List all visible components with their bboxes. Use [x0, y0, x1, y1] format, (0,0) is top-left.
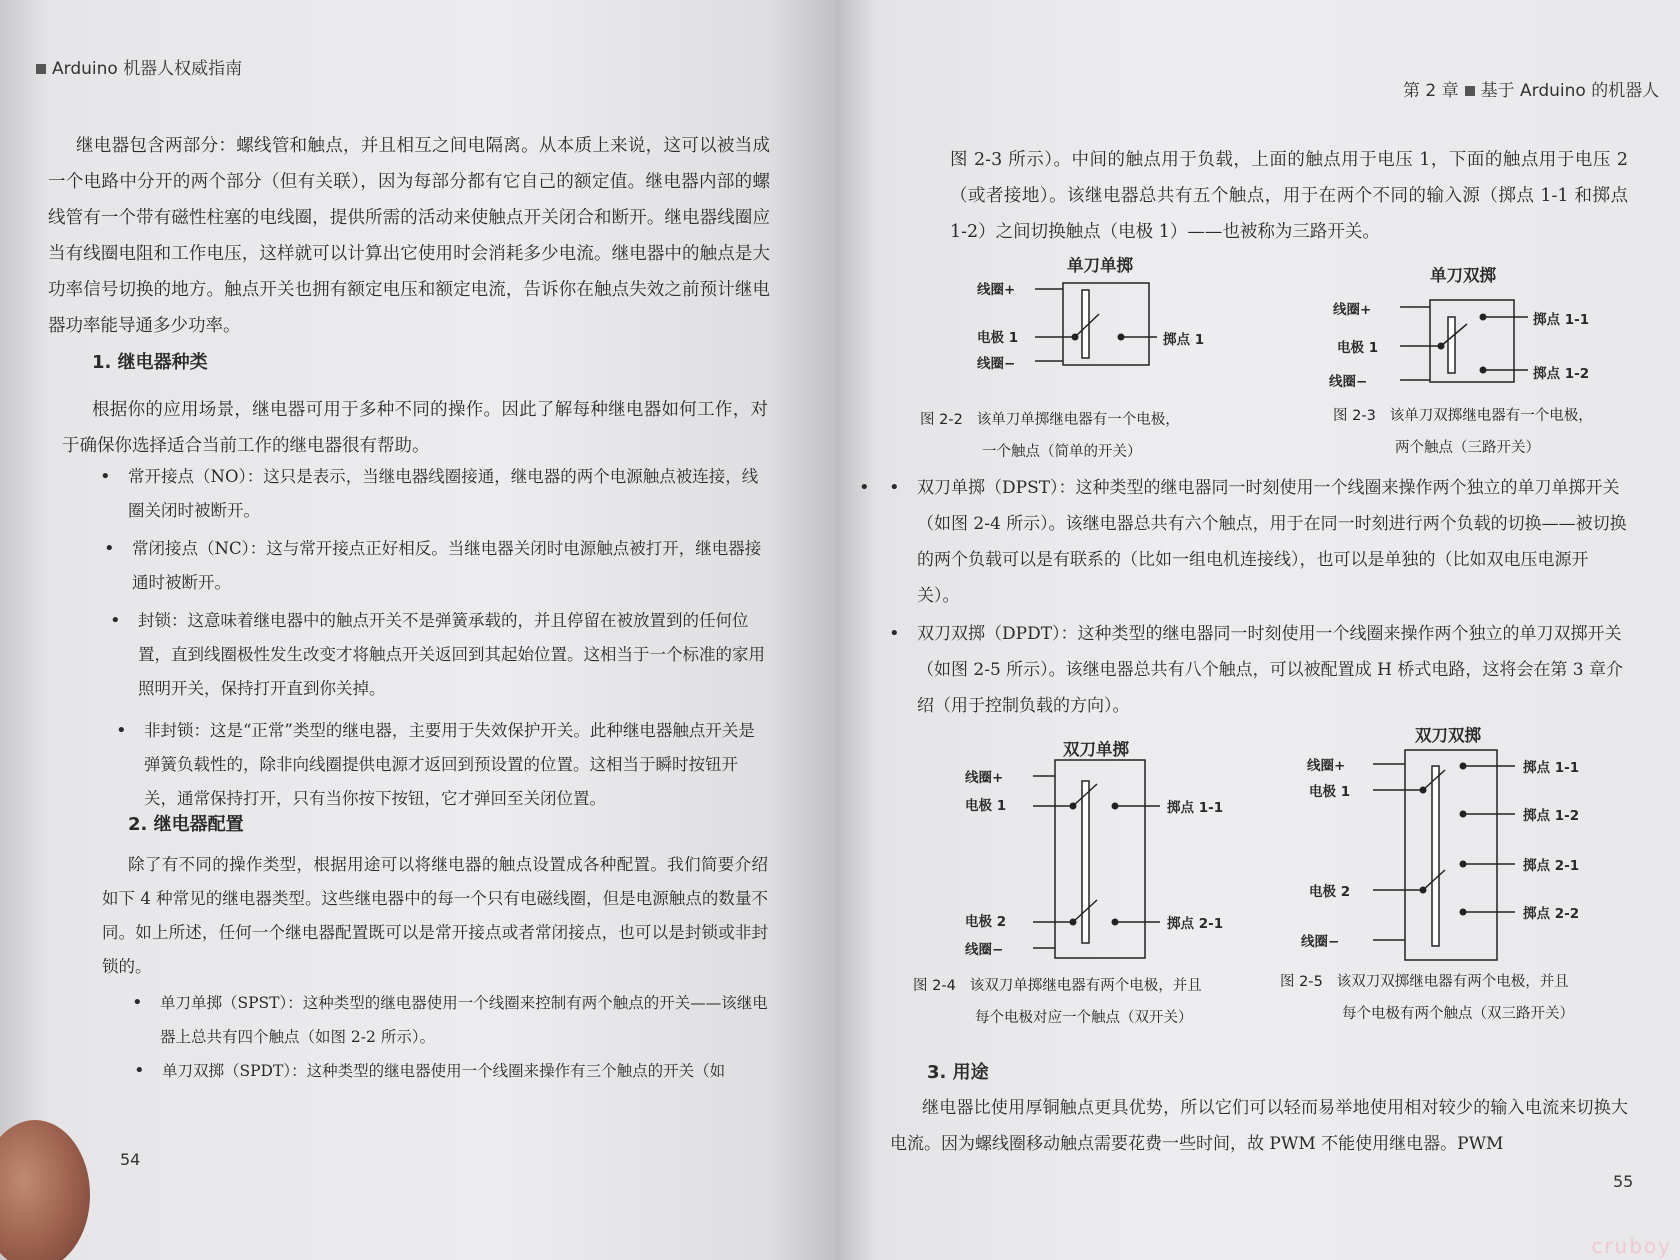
label-throw-1-1: 掷点 1-1	[1167, 800, 1224, 816]
fig22-title: 单刀单掷	[1067, 256, 1133, 275]
label-pole-1: 电极 1	[977, 330, 1019, 346]
continuation-paragraph: 图 2-3 所示）。中间的触点用于负载，上面的触点用于电压 1，下面的触点用于电压 2（或者接地）。该继电器总共有五个触点，用于在两个不同的输入源（掷点 1-1 和掷点 1-2）之间切换触点（电极 1）——也被称为三路开关。	[950, 150, 1628, 242]
bullet-no: • 常开接点（NO）：这只是表示，当继电器线圈接通，继电器的两个电源触点被连接，线圈关闭时被断开。	[128, 460, 768, 528]
section1-intro: 根据你的应用场景，继电器可用于多种不同的操作。因此了解每种继电器如何工作，对于确保你选择适合当前工作的继电器很有帮助。	[62, 400, 768, 456]
section-heading-uses: 3. 用途	[927, 1062, 989, 1083]
label-throw-1-2: 掷点 1-2	[1523, 808, 1580, 824]
fig25-caption	[1280, 966, 1650, 1030]
fig23-caption-line2: 两个触点（三路开关）	[1395, 440, 1540, 456]
fig22-caption	[920, 404, 1250, 468]
bullet-spst: • 单刀单掷（SPST）：这种类型的继电器使用一个线圈来控制有两个触点的开关——该继电器上总共有四个触点（如图 2-2 所示）。	[160, 986, 770, 1054]
fig23-title: 单刀双掷	[1430, 266, 1496, 285]
chapter-title: 基于 Arduino 的机器人	[1480, 81, 1660, 101]
square-bullet-icon	[1465, 86, 1475, 96]
right-page	[835, 0, 1680, 1260]
label-coil-minus: 线圈−	[1329, 374, 1368, 390]
fig24-caption-line2: 每个电极对应一个触点（双开关）	[975, 1010, 1193, 1026]
running-header-left	[30, 54, 242, 79]
label-coil-plus: 线圈+	[1333, 302, 1372, 318]
label-coil-plus: 线圈+	[1307, 758, 1346, 774]
square-bullet-icon	[36, 64, 46, 74]
running-header-right	[1403, 76, 1659, 101]
figure-dpdt	[1295, 720, 1625, 970]
label-throw-1-2: 掷点 1-2	[1533, 366, 1590, 382]
label-pole-1: 电极 1	[1309, 784, 1351, 800]
label-coil-minus: 线圈−	[965, 942, 1004, 958]
watermark: cruboy	[1591, 1234, 1672, 1258]
fig25-number: 图 2-5	[1280, 974, 1323, 990]
intro-paragraph: 继电器包含两部分：螺线管和触点，并且相互之间电隔离。从本质上来说，这可以被当成一个电路中分开的两个部分（但有关联），因为每部分都有它自己的额定值。继电器内部的螺线管有一个带有磁性柱塞的电线圈，提供所需的活动来使触点开关闭合和断开。继电器线圈应当有线圈电阻和工作电压，这样就可以计算出它使用时会消耗多少电流。继电器中的触点是大功率信号切换的地方。触点开关也拥有额定电压和额定电流，告诉你在触点失效之前预计继电器功率能导通多少功率。	[48, 136, 770, 336]
label-throw-1: 掷点 1	[1163, 332, 1205, 348]
fig25-caption-line2: 每个电极有两个触点（双三路开关）	[1342, 1006, 1574, 1022]
label-coil-minus: 线圈−	[977, 356, 1016, 372]
bullet-latching: • 封锁：这意味着继电器中的触点开关不是弹簧承载的，并且停留在被放置到的任何位置，直到线圈极性发生改变才将触点开关返回到其起始位置。这相当于一个标准的家用照明开关，保持打开直到你关掉。	[138, 604, 768, 706]
label-throw-2-1: 掷点 2-1	[1167, 916, 1224, 932]
fig24-number: 图 2-4	[913, 978, 956, 994]
label-throw-2-1: 掷点 2-1	[1523, 858, 1580, 874]
page-number-left: 54	[120, 1150, 141, 1169]
thumb-photo	[0, 1120, 90, 1260]
page-number-right: 55	[1613, 1172, 1634, 1191]
figure-dpst	[955, 736, 1255, 976]
bullet-non-latching: • 非封锁：这是“正常”类型的继电器，主要用于失效保护开关。此种继电器触点开关是弹簧负载性的，除非向线圈提供电源才返回到预设置的位置。这相当于瞬时按钮开关，通常保持打开，只有当你按下按钮，它才弹回至关闭位置。	[144, 714, 768, 816]
label-throw-1-1: 掷点 1-1	[1533, 312, 1590, 328]
label-pole-1: 电极 1	[965, 798, 1007, 814]
fig25-title: 双刀双掷	[1415, 726, 1481, 745]
label-coil-plus: 线圈+	[977, 282, 1016, 298]
fig24-caption	[913, 970, 1273, 1034]
label-pole-2: 电极 2	[965, 914, 1007, 930]
figure-spst	[935, 258, 1215, 388]
bullet-spdt: • 单刀双掷（SPDT）：这种类型的继电器使用一个线圈来操作有三个触点的开关（如	[162, 1054, 770, 1088]
fig22-caption-line2: 一个触点（简单的开关）	[982, 444, 1142, 460]
section-heading-relay-types: 1. 继电器种类	[92, 352, 208, 373]
bullet-dpdt: • 双刀双掷（DPDT）：这种类型的继电器同一时刻使用一个线圈来操作两个独立的单刀双掷开关（如图 2-5 所示）。该继电器总共有八个触点，可以被配置成 H 桥式电路，这将会在第 3 章介绍（用于控制负载的方向）。	[917, 616, 1629, 724]
section2-intro: 除了有不同的操作类型，根据用途可以将继电器的触点设置成各种配置。我们简要介绍如下 4 种常见的继电器类型。这些继电器中的每一个只有电磁线圈，但是电源触点的数量不同。如上所述，任何一个继电器配置既可以是常开接点或者常闭接点，也可以是封锁或非封锁的。	[102, 855, 768, 976]
fig22-number: 图 2-2	[920, 412, 963, 428]
fig24-title: 双刀单掷	[1063, 740, 1129, 759]
chapter-number: 第 2 章	[1403, 81, 1459, 101]
section-heading-relay-config: 2. 继电器配置	[128, 814, 244, 835]
label-pole-2: 电极 2	[1309, 884, 1351, 900]
left-page	[0, 0, 835, 1260]
label-pole-1: 电极 1	[1337, 340, 1379, 356]
label-throw-2-2: 掷点 2-2	[1523, 906, 1580, 922]
bullet-dpst: • 双刀单掷（DPST）：这种类型的继电器同一时刻使用一个线圈来操作两个独立的单刀单掷开关（如图 2-4 所示）。该继电器总共有六个触点，用于在同一时刻进行两个负载的切换——被切换的两个负载可以是有联系的（比如一组电机连接线），也可以是单独的（比如双电压电源开关）。	[917, 470, 1629, 614]
label-coil-plus: 线圈+	[965, 770, 1004, 786]
uses-paragraph: 继电器比使用厚铜触点更具优势，所以它们可以轻而易举地使用相对较少的输入电流来切换大电流。因为螺线圈移动触点需要花费一些时间，故 PWM 不能使用继电器。PWM	[890, 1098, 1628, 1154]
label-coil-minus: 线圈−	[1301, 934, 1340, 950]
figure-spdt	[1325, 262, 1625, 392]
fig23-caption-line1: 该单刀双掷继电器有一个电极，	[1389, 408, 1593, 424]
fig24-caption-line1: 该双刀单掷继电器有两个电极，并且	[969, 978, 1202, 994]
label-throw-1-1: 掷点 1-1	[1523, 760, 1580, 776]
fig25-caption-line1: 该双刀双掷继电器有两个电极，并且	[1336, 974, 1569, 990]
fig23-number: 图 2-3	[1333, 408, 1376, 424]
bullet-nc: • 常闭接点（NC）：这与常开接点正好相反。当继电器关闭时电源触点被打开，继电器接通时被断开。	[132, 532, 768, 600]
fig22-caption-line1: 该单刀单掷继电器有一个电极，	[976, 412, 1180, 428]
book-title: Arduino 机器人权威指南	[52, 59, 243, 79]
fig23-caption	[1333, 400, 1653, 464]
